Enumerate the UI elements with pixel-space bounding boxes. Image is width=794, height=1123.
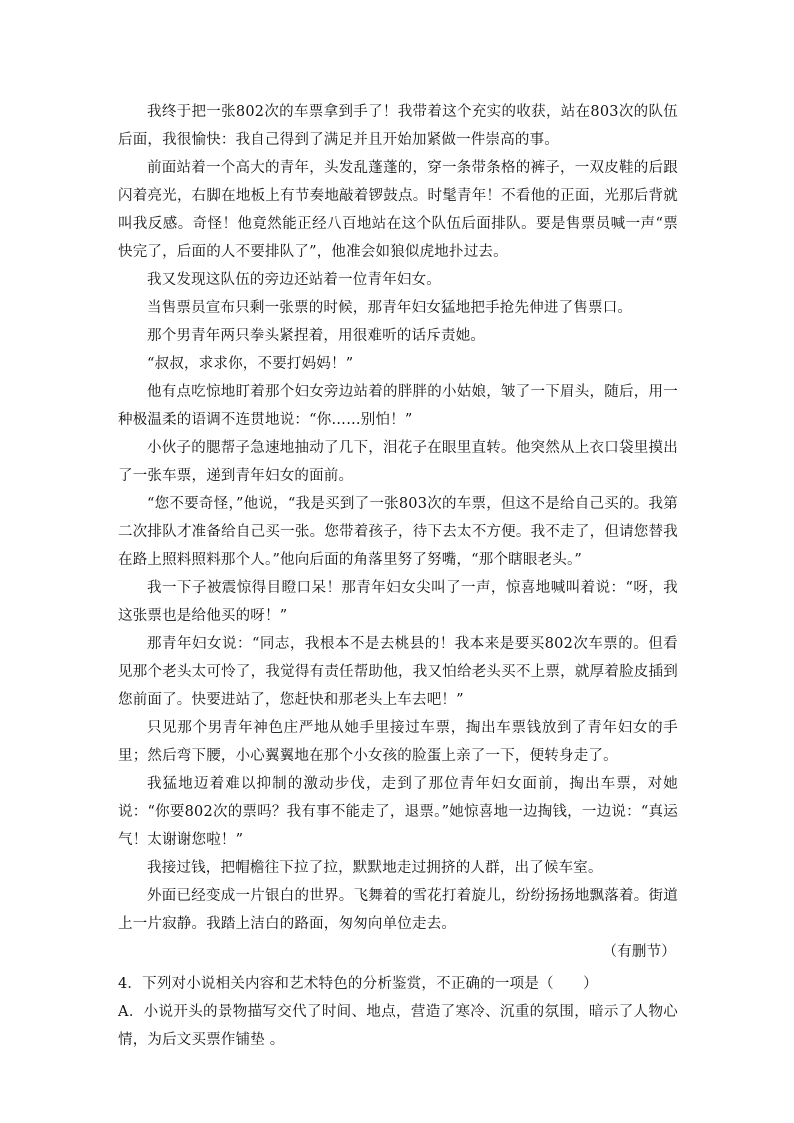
- paragraph-8: 小伙子的腮帮子急速地抽动了几下，泪花子在眼里直转。他突然从上衣口袋里摸出了一张车票，递到青年妇女的面前。: [118, 440, 678, 484]
- question-option-a: A．小说开头的景物描写交代了时间、地点，营造了寒冷、沉重的氛围，暗示了人物心情，为后文买票作铺垫 。: [118, 1004, 678, 1048]
- paragraph-3: 我又发现这队伍的旁边还站着一位青年妇女。: [147, 272, 441, 288]
- paragraph-4: 当售票员宣布只剩一张票的时候，那青年妇女猛地把手抢先伸进了售票口。: [147, 300, 633, 316]
- article-body: [118, 98, 678, 1054]
- paragraph-7: 他有点吃惊地盯着那个妇女旁边站着的胖胖的小姑娘，皱了一下眉头，随后，用一种极温柔的语调不连贯地说：“你……别怕！”: [118, 384, 678, 428]
- paragraph-11: 那青年妇女说：“同志，我根本不是去桃县的！我本来是要买802次车票的。但看见那个老头太可怜了，我觉得有责任帮助他，我又怕给老头买不上票，就厚着脸皮插到您前面了。快要进站了，您赶快和那老头上车去吧！”: [118, 636, 678, 708]
- paragraph-9: “您不要奇怪，”他说，“我是买到了一张803次的车票，但这不是给自己买的。我第二次排队才准备给自己买一张。您带着孩子，待下去太不方便。我不走了，但请您替我在路上照料照料那个人。”他向后面的角落里努了努嘴，“那个瞎眼老头。”: [118, 496, 678, 568]
- paragraph-10: 我一下子被震惊得目瞪口呆！那青年妇女尖叫了一声，惊喜地喊叫着说：“呀，我这张票也是给他买的呀！”: [118, 580, 678, 624]
- paragraph-13: 我猛地迈着难以抑制的激动步伐，走到了那位青年妇女面前，掏出车票，对她说：“你要802次的票吗？我有事不能走了，退票。”她惊喜地一边掏钱，一边说：“真运气！太谢谢您啦！”: [118, 776, 678, 848]
- paragraph-1: 我终于把一张802次的车票拿到手了！我带着这个充实的收获，站在803次的队伍后面，我很愉快：我自己得到了满足并且开始加紧做一件崇高的事。: [118, 104, 678, 148]
- paragraph-15: 外面已经变成一片银白的世界。飞舞着的雪花打着旋儿，纷纷扬扬地飘落着。街道上一片寂静。我踏上洁白的路面，匆匆向单位走去。: [118, 888, 678, 932]
- paragraph-14: 我接过钱，把帽檐往下拉了拉，默默地走过拥挤的人群，出了候车室。: [147, 860, 603, 876]
- paragraph-6: “叔叔，求求你，不要打妈妈！”: [147, 356, 354, 372]
- paragraph-12: 只见那个男青年神色庄严地从她手里接过车票，掏出车票钱放到了青年妇女的手里；然后弯下腰，小心翼翼地在那个小女孩的脸蛋上亲了一下，便转身走了。: [118, 720, 678, 764]
- paragraph-2: 前面站着一个高大的青年，头发乱蓬蓬的，穿一条带条格的裤子，一双皮鞋的后跟闪着亮光，右脚在地板上有节奏地敲着锣鼓点。时髦青年！不看他的正面，光那后背就叫我反感。奇怪！他竟然能正经八百地站在这个队伍后面排队。要是售票员喊一声“票快完了，后面的人不要排队了”，他准会如狼似虎地扑过去。: [118, 160, 678, 260]
- paragraph-5: 那个男青年两只拳头紧捏着，用很难听的话斥责她。: [147, 328, 486, 344]
- question-title: 4．下列对小说相关内容和艺术特色的分析鉴赏，不正确的一项是（ ）: [118, 976, 598, 992]
- abridged-note: （有删节）: [602, 944, 676, 960]
